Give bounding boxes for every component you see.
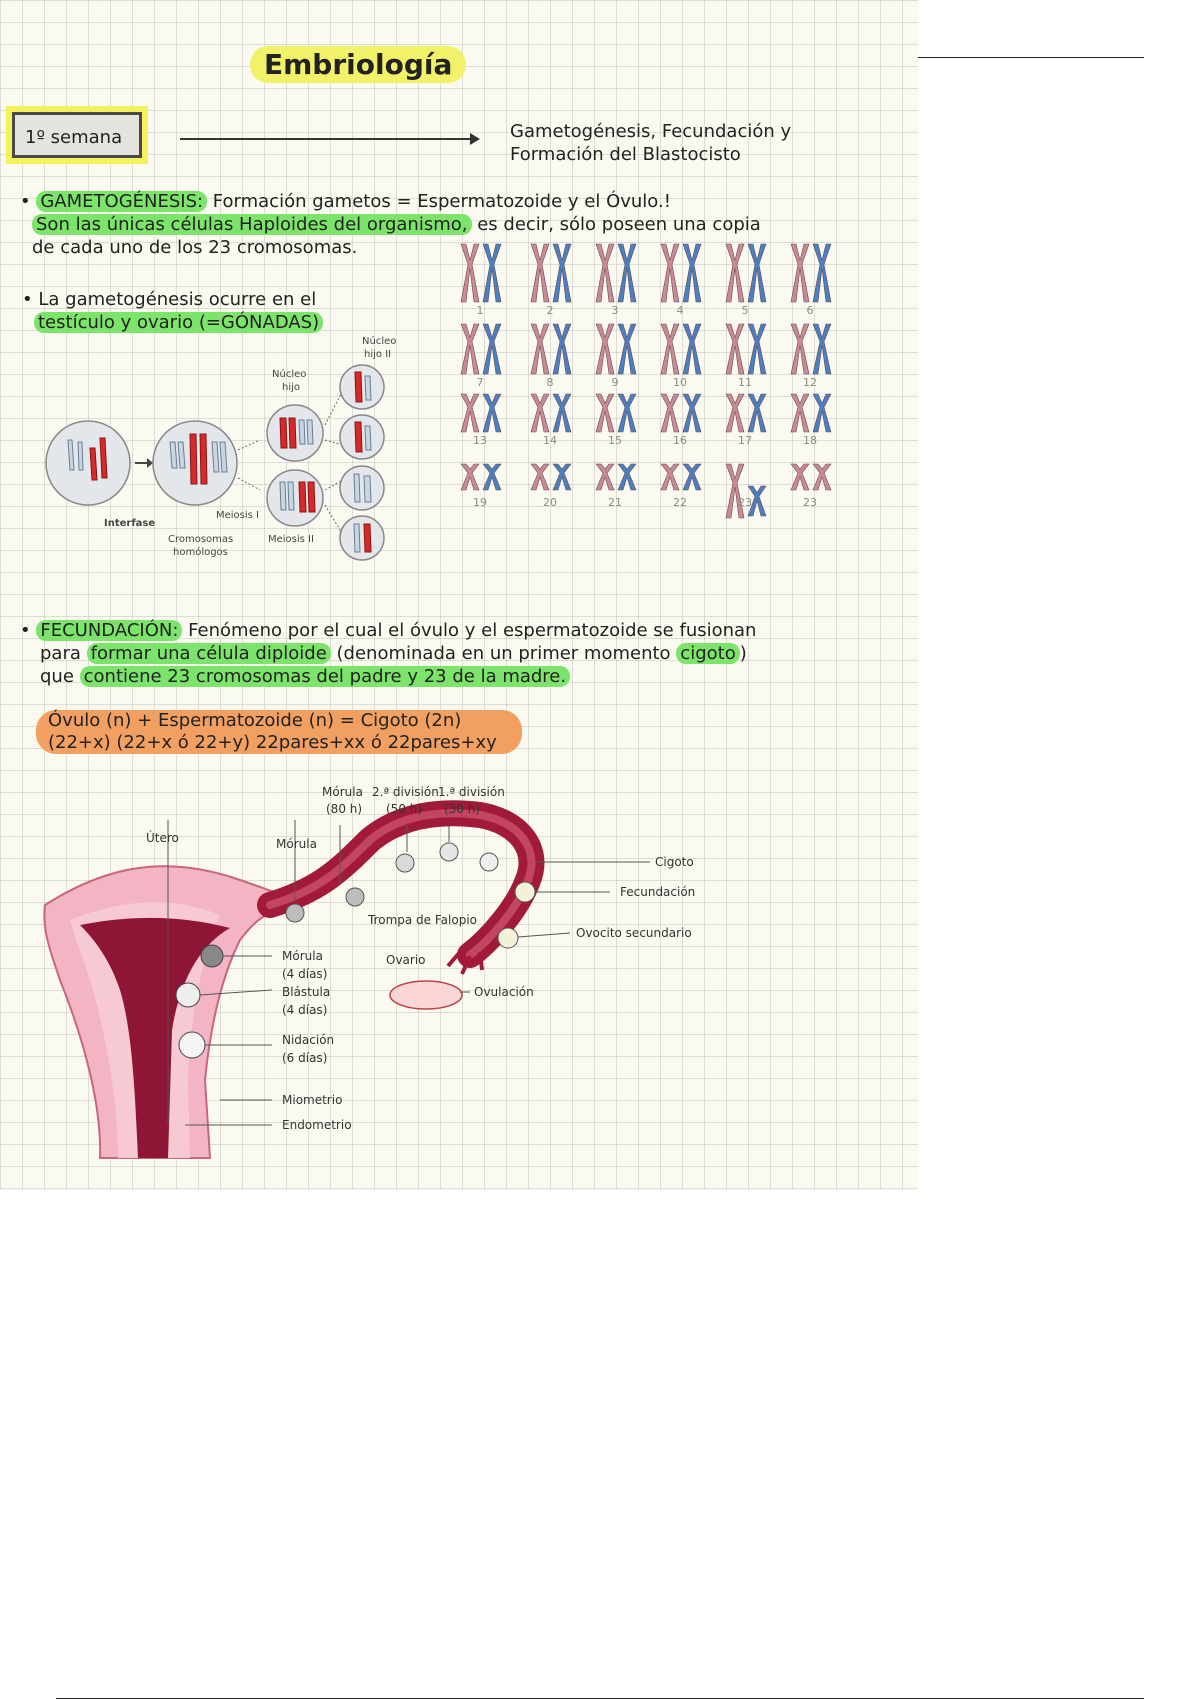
text: (denominada en un primer momento bbox=[330, 643, 677, 664]
chromosome bbox=[683, 324, 701, 374]
chromosome bbox=[791, 324, 809, 374]
label-ovulacion: Ovulación bbox=[474, 985, 534, 999]
fecundacion-line-3 bbox=[40, 665, 570, 688]
chromosome bbox=[483, 244, 501, 302]
label-interfase: Interfase bbox=[104, 518, 156, 529]
bullet: • bbox=[20, 620, 31, 641]
chromosome bbox=[618, 394, 636, 432]
label-morula-top: Mórula bbox=[322, 785, 363, 799]
chromosome bbox=[683, 244, 701, 302]
formula-line-2: (22+x) (22+x ó 22+y) 22pares+xx ó 22pares+xy bbox=[48, 732, 497, 753]
chromosome bbox=[461, 464, 479, 490]
text: que bbox=[40, 666, 80, 687]
chromosome-label: 9 bbox=[611, 376, 619, 389]
chromosome bbox=[553, 394, 571, 432]
chromosome bbox=[791, 244, 809, 302]
chromosome-label: 17 bbox=[738, 434, 752, 447]
label-nucleo-hijo-ii-2: hijo II bbox=[364, 349, 392, 360]
gametogenesis-line-3: de cada uno de los 23 cromosomas. bbox=[32, 237, 358, 258]
chromosome-label: 23 bbox=[738, 496, 752, 509]
chromosome-label: 15 bbox=[608, 434, 622, 447]
chromosome bbox=[618, 324, 636, 374]
fecundacion-line-1 bbox=[20, 619, 756, 642]
chromosome bbox=[531, 324, 549, 374]
label-nidacion: Nidación bbox=[282, 1033, 335, 1047]
label-ovario: Ovario bbox=[386, 953, 426, 967]
chromosome bbox=[553, 464, 571, 490]
chromosome bbox=[748, 394, 766, 432]
chromosome bbox=[748, 244, 766, 302]
chromosome-label: 16 bbox=[673, 434, 687, 447]
chromosome bbox=[661, 244, 679, 302]
week-topics bbox=[510, 120, 791, 166]
chromosome-label: 19 bbox=[473, 496, 487, 509]
chromosome bbox=[791, 464, 809, 490]
chromosome bbox=[748, 324, 766, 374]
chromosome-label: 8 bbox=[546, 376, 554, 389]
arrow bbox=[180, 138, 478, 140]
chromosome bbox=[813, 244, 831, 302]
label-division-2: 2.ª división bbox=[372, 785, 439, 799]
chromosome-label: 5 bbox=[741, 304, 749, 317]
chromosome-label: 18 bbox=[803, 434, 817, 447]
location-text: La gametogénesis ocurre en el bbox=[38, 289, 317, 310]
chromosome-label: 22 bbox=[673, 496, 687, 509]
chromosome-label: 13 bbox=[473, 434, 487, 447]
label-blastula: Blástula bbox=[282, 985, 331, 999]
label-nucleo-hijo-1: Núcleo bbox=[272, 369, 307, 380]
topic-line-2: Formación del Blastocisto bbox=[510, 144, 741, 165]
label-morula-hours: (80 h) bbox=[326, 802, 363, 816]
label-morula-days: (4 días) bbox=[282, 967, 328, 981]
chromosome bbox=[553, 324, 571, 374]
chromosome-label: 4 bbox=[676, 304, 684, 317]
chromosome bbox=[813, 324, 831, 374]
label-endometrio: Endometrio bbox=[282, 1118, 352, 1132]
chromosome bbox=[683, 394, 701, 432]
chromosome-label: 23 bbox=[803, 496, 817, 509]
label-blastula-days: (4 días) bbox=[282, 1003, 328, 1017]
chromosome bbox=[683, 464, 701, 490]
chromosome bbox=[461, 394, 479, 432]
chromosome bbox=[661, 394, 679, 432]
footer-rule bbox=[56, 1698, 1144, 1699]
chromosome bbox=[726, 394, 744, 432]
fecundacion-line-2 bbox=[40, 642, 747, 665]
text: ) bbox=[739, 643, 747, 664]
label-nucleo-hijo-2: hijo bbox=[282, 382, 301, 393]
chromosome-label: 20 bbox=[543, 496, 557, 509]
chromosome bbox=[461, 324, 479, 374]
chromosome bbox=[791, 394, 809, 432]
bullet: • bbox=[20, 191, 31, 212]
chromosome bbox=[661, 324, 679, 374]
chromosome-label: 2 bbox=[546, 304, 554, 317]
chromosome bbox=[726, 244, 744, 302]
chromosome-label: 12 bbox=[803, 376, 817, 389]
chromosome bbox=[661, 464, 679, 490]
meiosis-figure bbox=[40, 330, 420, 570]
chromosome bbox=[726, 324, 744, 374]
chromosome bbox=[618, 464, 636, 490]
fecundacion-term: FECUNDACIÓN: bbox=[36, 620, 182, 641]
chromosome bbox=[618, 244, 636, 302]
chromosome-label: 21 bbox=[608, 496, 622, 509]
chromosomes-highlight: contiene 23 cromosomas del padre y 23 de la madre. bbox=[80, 666, 570, 687]
label-division-1: 1.ª división bbox=[438, 785, 505, 799]
chromosome bbox=[596, 464, 614, 490]
label-trompa: Trompa de Falopio bbox=[368, 913, 477, 927]
chromosome bbox=[813, 464, 831, 490]
label-homologos-2: homólogos bbox=[173, 547, 228, 558]
chromosome-label: 7 bbox=[476, 376, 484, 389]
chromosome-label: 1 bbox=[476, 304, 484, 317]
fecundacion-def: Fenómeno por el cual el óvulo y el espermatozoide se fusionan bbox=[182, 620, 757, 641]
gametogenesis-line-2 bbox=[32, 213, 761, 236]
label-morula-uterus: Mórula bbox=[282, 949, 323, 963]
label-fecundacion: Fecundación bbox=[620, 885, 696, 899]
bullet: • bbox=[22, 289, 33, 310]
chromosome-label: 11 bbox=[738, 376, 752, 389]
gametogenesis-line-1 bbox=[20, 190, 671, 213]
chromosome bbox=[531, 394, 549, 432]
chromosome bbox=[461, 244, 479, 302]
topic-line-1: Gametogénesis, Fecundación y bbox=[510, 121, 792, 142]
formula-line-1: Óvulo (n) + Espermatozoide (n) = Cigoto (2n) bbox=[48, 710, 462, 731]
gametogenesis-def: Formación gametos = Espermatozoide y el Óvulo.! bbox=[207, 191, 671, 212]
chromosome-label: 3 bbox=[611, 304, 619, 317]
gametogenesis-location-1 bbox=[22, 288, 316, 311]
chromosome bbox=[596, 324, 614, 374]
label-utero: Útero bbox=[146, 831, 179, 845]
chromosome-label: 10 bbox=[673, 376, 687, 389]
karyotype-figure bbox=[440, 240, 870, 560]
chromosome-label: 14 bbox=[543, 434, 557, 447]
week-label: 1º semana bbox=[12, 112, 142, 158]
label-homologos-1: Cromosomas bbox=[168, 534, 234, 545]
chromosome bbox=[596, 394, 614, 432]
label-division-1-hours: (30 h) bbox=[444, 802, 481, 816]
label-cigoto: Cigoto bbox=[655, 855, 694, 869]
diploid-highlight: formar una célula diploide bbox=[87, 643, 331, 664]
gonads-highlight: testículo y ovario (=GÓNADAS) bbox=[34, 312, 323, 333]
chromosome-label: 6 bbox=[806, 304, 814, 317]
label-nucleo-hijo-ii-1: Núcleo bbox=[362, 336, 397, 347]
header-rule bbox=[918, 57, 1144, 58]
label-nidacion-days: (6 días) bbox=[282, 1051, 328, 1065]
label-morula-tube: Mórula bbox=[276, 837, 317, 851]
cigoto-highlight: cigoto bbox=[676, 643, 739, 664]
text: para bbox=[40, 643, 87, 664]
formula-text bbox=[48, 710, 497, 754]
label-meiosis-2: Meiosis II bbox=[268, 534, 314, 545]
chromosome bbox=[726, 464, 744, 518]
gametogenesis-term: GAMETOGÉNESIS: bbox=[36, 191, 207, 212]
haploid-rest: es decir, sólo poseen una copia bbox=[471, 214, 761, 235]
chromosome bbox=[813, 394, 831, 432]
chromosome bbox=[553, 244, 571, 302]
label-meiosis-1: Meiosis I bbox=[216, 510, 260, 521]
chromosome bbox=[531, 464, 549, 490]
label-division-2-hours: (50 h) bbox=[386, 802, 423, 816]
page-title: Embriología bbox=[250, 46, 466, 83]
chromosome bbox=[531, 244, 549, 302]
chromosome bbox=[483, 394, 501, 432]
haploid-highlight: Son las únicas células Haploides del organismo, bbox=[32, 214, 472, 235]
uterus-figure bbox=[40, 780, 720, 1160]
label-miometrio: Miometrio bbox=[282, 1093, 343, 1107]
chromosome bbox=[483, 324, 501, 374]
chromosome bbox=[596, 244, 614, 302]
label-ovocito: Ovocito secundario bbox=[576, 926, 692, 940]
chromosome bbox=[483, 464, 501, 490]
